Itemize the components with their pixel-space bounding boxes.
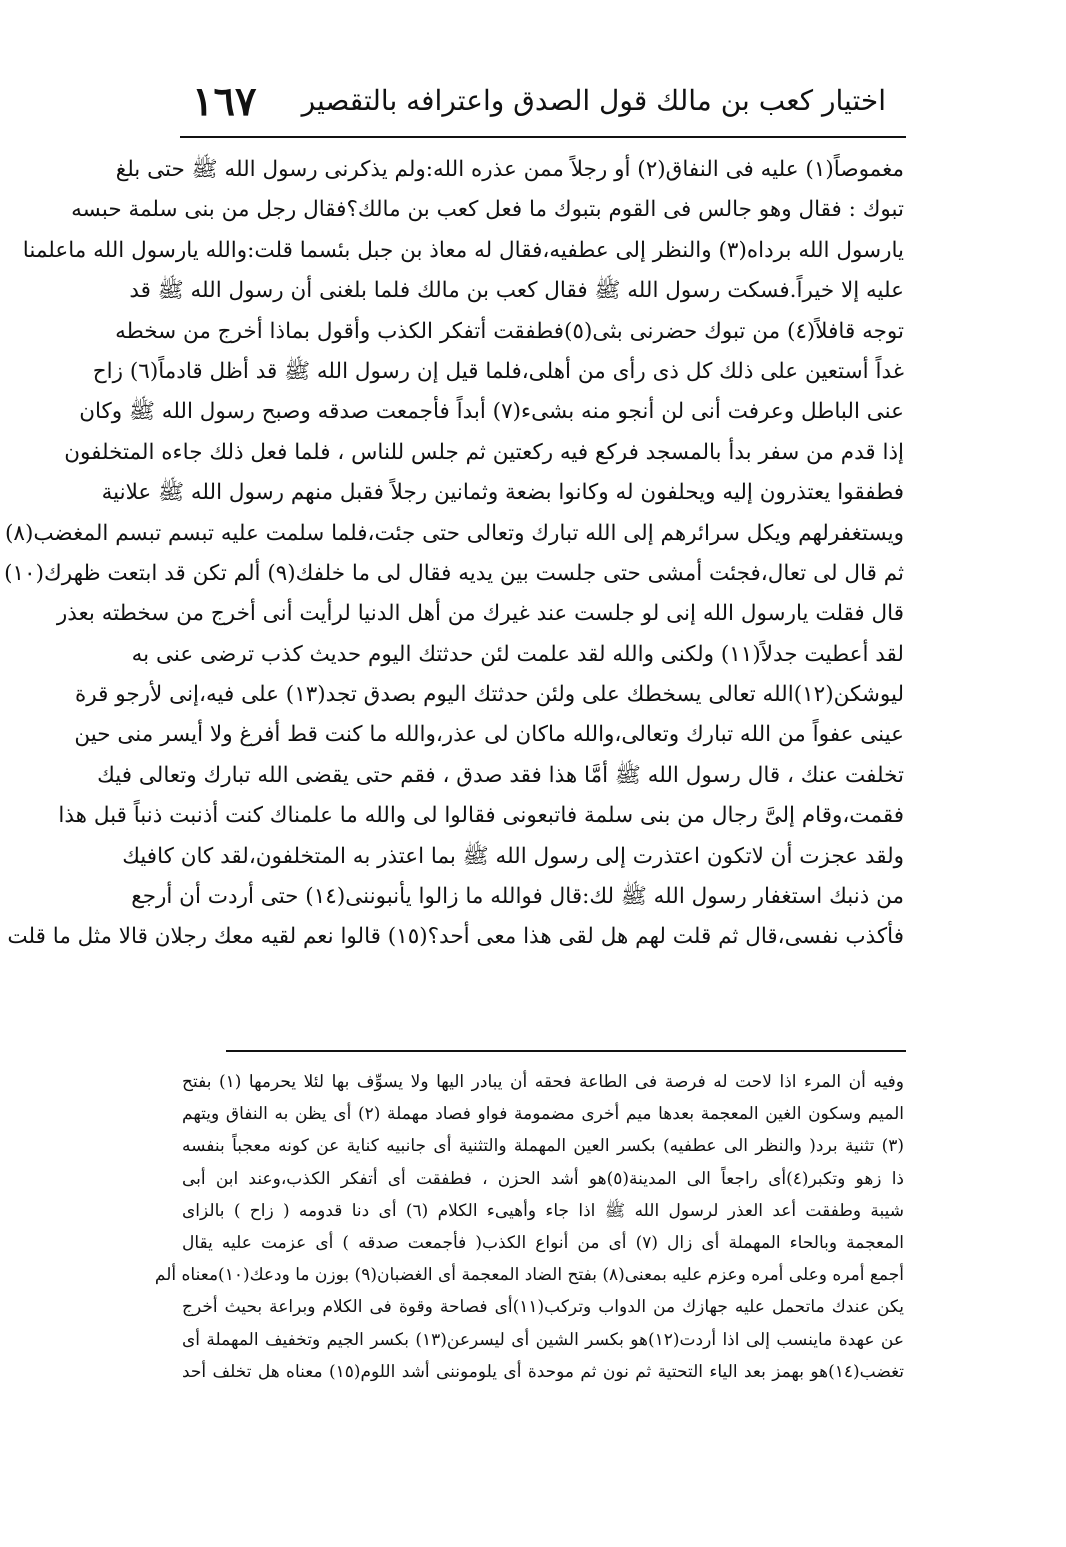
text-line: لقد أعطيت جدلاً(١١) ولكنى والله لقد علمت لئن حدثتك اليوم حديث كذب ترضى عنى به [131,641,904,667]
footnote-line: أجمع أمره وعلى أمره وعزم عليه بمعنى(٨) بفتح الضاد المعجمة أى الغضبان(٩) بوزن ما ودعك(١٠)معناه ألم [154,1265,904,1286]
footnote-line: الميم وسكون الغين المعجمة بعدها ميم أخرى مضمومة فواو فصاد مهملة (٢) أى يظن به النفاق ويتهم [182,1104,905,1125]
footnote-line: شيبة وطفقت أعد العذر لرسول الله ﷺ اذا جاء وأهيىء الكلام (٦) أى دنا قدومه ( زاح ) بالزاى [182,1200,905,1221]
footnotes [154,1066,905,1388]
text-line: عليه إلا خيراً.فسكت رسول الله ﷺ فقال كعب بن مالك فلما بلغنى أن رسول الله ﷺ قد [129,278,904,304]
text-line: تبوك : فقال وهو جالس فى القوم بتبوك ما فعل كعب بن مالك؟فقال رجل من بنى سلمة حبسه [71,197,904,223]
footnote-line: وفيه أن المرء اذا لاحت له فرصة فى الطاعة فحقه أن يبادر اليها ولا يسوِّف بها لئلا يحرمها (١) بفتح [182,1072,904,1092]
text-line: مغموصاً(١) عليه فى النفاق(٢) أو رجلاً ممن عذره الله:ولم يذكرنى رسول الله ﷺ حتى بلغ [115,157,904,182]
text-line: من ذنبك استغفار رسول الله ﷺ لك:قال فوالله ما زالوا يأنبوننى(١٤) حتى أردت أن أرجع [131,884,904,910]
footnote-line: تغضب(١٤)هو بهمز بعد الياء التحتية ثم نون ثم موحدة أى يلوموننى أشد اللوم(١٥) معناه هل تخلف أحد [182,1361,904,1382]
text-line: قال فقلت يارسول الله إنى لو جلست عند غيرك من أهل الدنيا لرأيت أنى أخرج من سخطته بعذر [56,601,904,627]
footnote-line: يكن عندك ماتحمل عليه جهازك من الدواب وتركب(١١)أى فصاحة وقوة فى الكلام وبراعة بحيث أخرج [182,1297,904,1318]
text-line: عنى الباطل وعرفت أنى لن أنجو منه بشىء(٧) أبداً فأجمعت صدقه وصبح رسول الله ﷺ وكان [79,399,904,425]
text-line: فأكذب نفسى،قال ثم قلت لهم هل لقى هذا معى أحد؟(١٥) قالوا نعم لقيه معك رجلان قالا مثل ما قلت [7,924,904,950]
text-line: ليوشكن(١٢)الله تعالى يسخطك على ولئن حدثتك اليوم بصدق تجد(١٣) على فيه،إنى لأرجو قرة [75,682,904,708]
main-text [4,150,904,958]
text-line: فطفقوا يعتذرون إليه ويحلفون له وكانوا بضعة وثمانين رجلاً فقبل منهم رسول الله ﷺ علانية [101,480,904,506]
text-line: ويستغفرلهم ويكل سرائرهم إلى الله تبارك وتعالى حتى جئت،فلما سلمت عليه تبسم تبسم المغضب(٨) [4,520,904,546]
running-title: اختيار كعب بن مالك قول الصدق واعترافه بالتقصير [301,84,886,117]
footnote-divider [226,1050,906,1052]
text-line: تخلفت عنك ، قال رسول الله ﷺ أمَّا هذا فقد صدق ، فقم حتى يقضى الله تبارك وتعالى فيك [97,762,904,788]
text-line: عينى عفواً من الله تبارك وتعالى،والله ماكان لى عذر،والله ما كنت قط أفرغ ولا أيسر منى حين [74,722,904,748]
text-line: توجه قافلاً(٤) من تبوك حضرنى بثى(٥)فطفقت أتفكر الكذب وأقول بماذا أخرج من سخطه [115,318,904,344]
text-line: غداً أستعين على ذلك كل ذى رأى من أهلى،فلما قيل إن رسول الله ﷺ قد أظل قادماً(٦) زاح [92,358,904,384]
text-line: ولقد عجزت أن لاتكون اعتذرت إلى رسول الله ﷺ بما اعتذر به المتخلفون،لقد كان كافيك [122,843,904,869]
text-line: ثم قال لى تعال،فجئت أمشى حتى جلست بين يديه فقال لى ما خلفك(٩) ألم تكن قد ابتعت ظهرك(١٠) [4,560,904,586]
page-number: ١٦٧ [192,78,257,125]
text-line: فقمت،وقام إلىَّ رجال من بنى سلمة فاتبعونى فقالوا لى والله ما علمناك كنت أذنبت ذنباً قبل هذا [58,803,904,829]
footnote-line: (٣) تثنية برد( والنظر الى عطفيه) بكسر العين المهملة والتثنية أى جانبيه كناية عن كونه معجباً بنفسه [182,1136,904,1157]
text-line: إذا قدم من سفر بدأ بالمسجد فركع فيه ركعتين ثم جلس للناس ، فلما فعل ذلك جاءه المتخلفون [64,439,904,465]
footnote-line: ذا زهو وتكبر(٤)أى راجعاً الى المدينة(٥)هو أشد الحزن ، فطفقت أى أتفكر الكذب،وعند ابن أبى [182,1168,905,1189]
footnote-line: المعجمة وبالحاء المهملة أى زال (٧) أى من أنواع الكذب( فأجمعت صدقه ) أى عزمت عليه يقال [182,1232,904,1253]
footnote-line: عن عهدة ماينسب إلى اذا أردت(١٢)هو بكسر الشين أى ليسرعن(١٣) بكسر الجيم وتخفيف المهملة أى [182,1329,905,1350]
text-line: يارسول الله برداه(٣) والنظر إلى عطفيه،فقال له معاذ بن جبل بئسما قلت:والله يارسول الله ماعلمنا [22,237,904,263]
header-divider [180,136,906,138]
